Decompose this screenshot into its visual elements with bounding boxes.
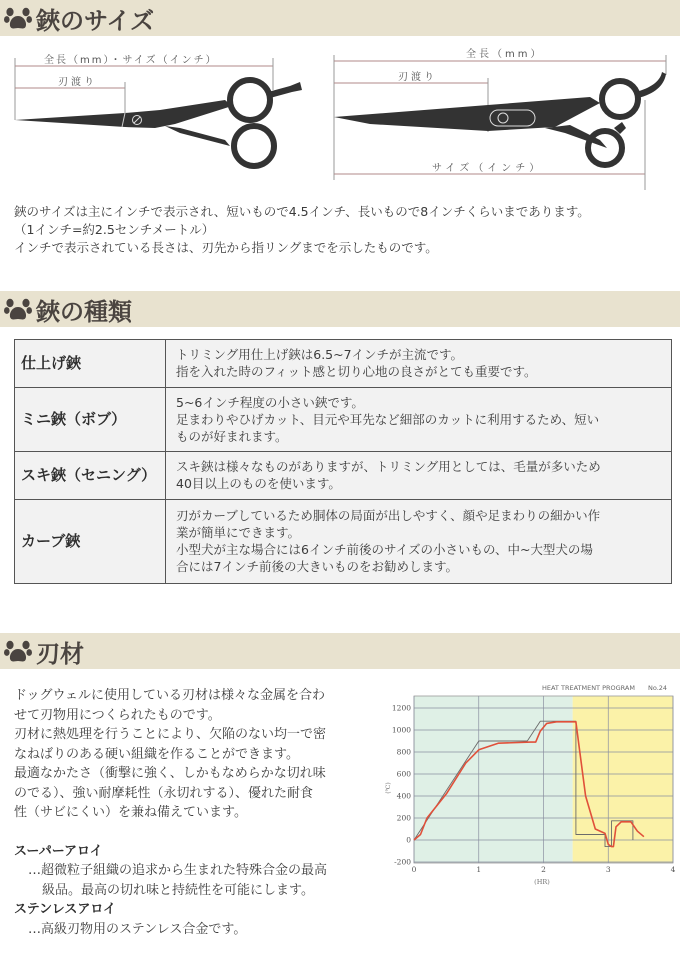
- chart-subtitle: No.24: [648, 684, 668, 692]
- svg-text:1000: 1000: [391, 725, 411, 735]
- scissor-types-table: [14, 339, 672, 584]
- type-name: ミニ鋏（ボブ）: [15, 388, 166, 452]
- alloy-description: …高級刃物用のステンレス合金です。: [28, 921, 247, 937]
- table-row: [15, 500, 672, 584]
- desc-line: 指を入れた時のフィット感と切り心地の良さがとても重要です。: [176, 364, 537, 379]
- chart-title: HEAT TREATMENT PROGRAM: [542, 684, 635, 692]
- scissors-diagram-curved: [330, 40, 680, 195]
- alloy-description: …超微粒子組織の追求から生まれた特殊合金の最高: [28, 863, 328, 878]
- type-name: カーブ鋏: [15, 500, 166, 584]
- svg-text:400: 400: [396, 791, 411, 801]
- svg-text:3: 3: [605, 865, 611, 874]
- size-text-line: 鋏のサイズは主にインチで表示され、短いもので4.5インチ、長いもので8インチくらいまであります。: [14, 204, 590, 219]
- desc-line: 合には7インチ前後の大きいものをお勧めします。: [176, 559, 458, 574]
- y-axis-label: (℃): [385, 782, 392, 794]
- svg-text:600: 600: [396, 769, 411, 779]
- type-description: [166, 500, 672, 584]
- section-header-types: [0, 291, 680, 327]
- total-length-label: 全長（mm）: [466, 49, 544, 60]
- alloy-name: スーパーアロイ: [14, 843, 103, 859]
- x-axis-label: (HR): [534, 878, 550, 886]
- section-title: 鋏の種類: [36, 297, 132, 326]
- alloy-name: ステンレスアロイ: [14, 902, 116, 917]
- desc-line: 5~6インチ程度の小さい鋏です。: [176, 394, 364, 410]
- size-text-line: インチで表示されている長さは、刃先から指リングまでを示したものです。: [14, 240, 438, 255]
- type-name: 仕上げ鋏: [15, 340, 166, 388]
- section-title: 刃材: [36, 639, 84, 668]
- material-paragraph: [14, 686, 364, 823]
- para-line: ドッグウェルに使用している刃材は様々な金属を合わ: [14, 688, 325, 703]
- desc-line: 業が簡単にできます。: [176, 525, 301, 540]
- para-line: 最適なかたさ（衝撃に強く、しかもなめらかな切れ味: [14, 766, 326, 781]
- svg-text:0: 0: [406, 835, 411, 845]
- paw-icon: [4, 5, 32, 31]
- para-line: なねばりのある硬い組織を作ることができます。: [14, 746, 299, 762]
- section-header-material: [0, 633, 680, 669]
- size-text-line: （1インチ=約2.5センチメートル）: [14, 222, 215, 237]
- paw-icon: [4, 638, 32, 664]
- paw-icon: [4, 296, 32, 322]
- section-header-size: [0, 0, 680, 36]
- blade-length-label: 刃渡り: [58, 77, 97, 88]
- svg-text:800: 800: [396, 747, 411, 757]
- svg-text:-200: -200: [394, 857, 411, 867]
- desc-line: 小型犬が主な場合には6インチ前後のサイズの小さいもの、中~大型犬の場: [176, 542, 593, 557]
- desc-line: 40目以上のものを使います。: [176, 476, 341, 491]
- desc-line: ものが好まれます。: [176, 428, 288, 444]
- table-row: [15, 388, 672, 452]
- svg-text:4: 4: [670, 865, 676, 874]
- para-line: 性（サビにくい）を兼ね備えています。: [14, 805, 247, 820]
- svg-text:1200: 1200: [391, 703, 411, 713]
- svg-text:2: 2: [541, 865, 546, 874]
- desc-line: スキ鋏は様々なものがありますが、トリミング用としては、毛量が多いため: [176, 459, 601, 474]
- svg-text:1: 1: [476, 865, 482, 874]
- section-title: 鋏のサイズ: [36, 6, 155, 35]
- scissors-diagram-straight: [0, 40, 320, 190]
- table-row: [15, 340, 672, 388]
- type-name: スキ鋏（セニング）: [15, 452, 166, 500]
- desc-line: 足まわりやひげカット、目元や耳先など細部のカットに利用するため、短い: [176, 411, 600, 427]
- material-description: [14, 686, 364, 939]
- total-length-label: 全長（mm）・サイズ（インチ）: [44, 55, 218, 66]
- para-line: せて刃物用につくられたものです。: [14, 707, 221, 723]
- desc-line: トリミング用仕上げ鋏は6.5~7インチが主流です。: [176, 347, 464, 362]
- para-line: 刃材に熱処理を行うことにより、欠陥のない均一で密: [14, 727, 327, 742]
- desc-line: 刃がカーブしているため胴体の局面が出しやすく、顔や足まわりの細かい作: [176, 508, 601, 523]
- blade-length-label: 刃渡り: [398, 72, 437, 83]
- type-description: [166, 452, 672, 500]
- type-description: [166, 388, 672, 452]
- para-line: のでる）、強い耐摩耗性（永切れする）、優れた耐食: [14, 785, 314, 801]
- svg-text:0: 0: [411, 865, 417, 874]
- alloy-description: 級品。最高の切れ味と持続性を可能にします。: [42, 882, 314, 898]
- svg-text:200: 200: [396, 813, 411, 823]
- type-description: [166, 340, 672, 388]
- size-inch-label: サイズ（インチ）: [432, 163, 544, 174]
- table-row: [15, 452, 672, 500]
- size-description: [14, 203, 674, 257]
- heat-treatment-chart: [380, 680, 680, 895]
